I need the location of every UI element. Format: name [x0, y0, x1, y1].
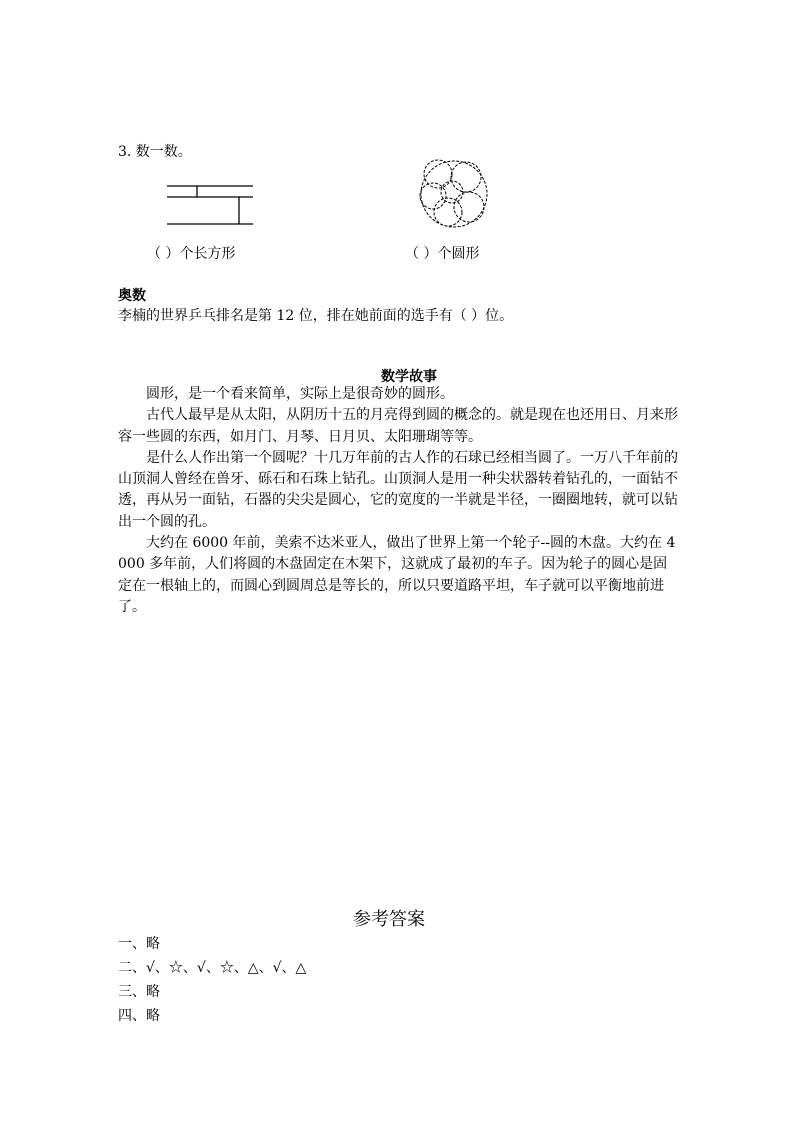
story-paragraph: 是什么人作出第一个圆呢？十几万年前的古人作的石球已经相当圆了。一万八千年前的山顶洞人曾经在兽牙、砾石和石珠上钻孔。山顶洞人是用一种尖状器转着钻孔的，一面钻不透，再从另一面钻，石器的尖尖是圆心，它的宽度的一半就是半径，一圈圈地转，就可以钻出一个圆的孔。: [118, 449, 678, 530]
rectangle-count-label: （ ）个长方形: [147, 246, 236, 262]
story-title: 数学故事: [381, 369, 437, 385]
answers-title: 参考答案: [353, 909, 425, 930]
circle-count-label: （ ）个圆形: [405, 246, 480, 262]
answers-list: [118, 932, 306, 1028]
answer-item: 二、√、☆、√、☆、△、√、△: [118, 960, 307, 976]
circle-shape: [434, 198, 462, 226]
story-paragraph: 大约在 6000 年前，美索不达米亚人，做出了世界上第一个轮子--圆的木盘。大约在 4000 多年前，人们将圆的木盘固定在木架下，这就成了最初的车子。因为轮子的圆心是固定在一根轴上的，而圆心到圆周总是等长的，所以只要道路平坦，车子就可以平衡地前进了。: [118, 535, 676, 615]
answer-item: 四、略: [118, 1008, 160, 1024]
story-body: [118, 384, 678, 618]
circles-figure: [0, 0, 793, 260]
circle-shape: [441, 181, 463, 203]
circle-shape: [451, 162, 481, 192]
answer-item: 三、略: [118, 984, 160, 1000]
question-3-title: 3. 数一数。: [118, 144, 192, 160]
circle-shape: [454, 192, 484, 222]
answer-item: 一、略: [118, 936, 160, 952]
story-paragraph: 圆形，是一个看来简单，实际上是很奇妙的圆形。: [146, 386, 454, 402]
story-paragraph: 古代人最早是从太阳，从阴历十五的月亮得到圆的概念的。就是现在也还用日、月来形容一些圆的东西，如月门、月琴、日月贝、太阳珊瑚等等。: [118, 407, 678, 445]
olympiad-heading: 奥数: [118, 288, 146, 304]
olympiad-question: 李楠的世界乒乓排名是第 12 位，排在她前面的选手有（ ）位。: [118, 308, 514, 324]
